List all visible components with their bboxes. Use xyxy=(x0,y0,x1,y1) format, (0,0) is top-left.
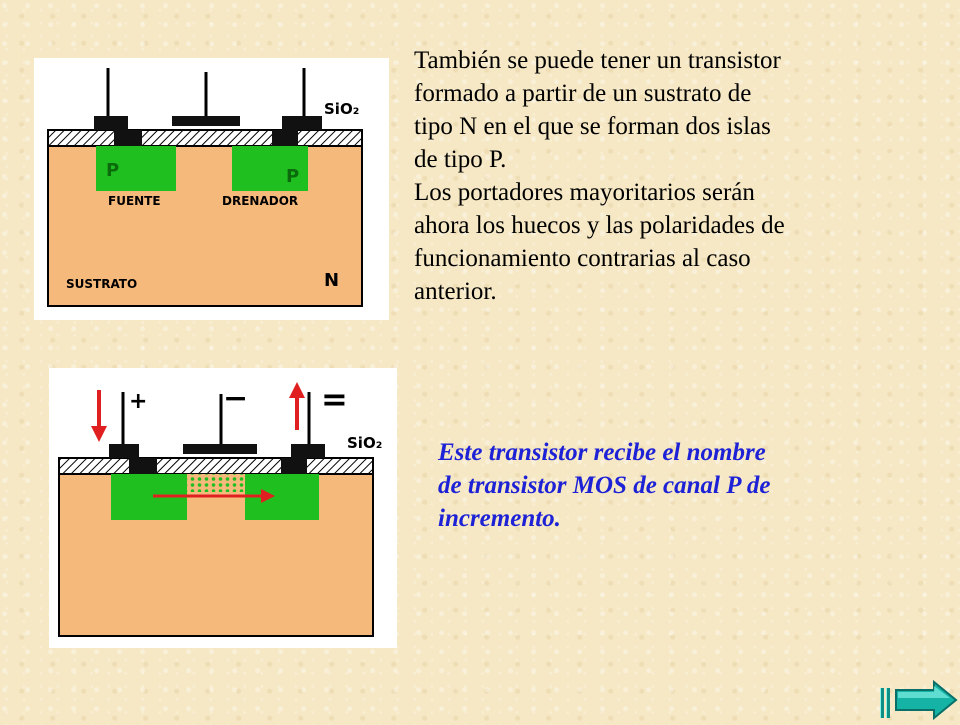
definition-note xyxy=(438,436,878,535)
paragraph-line: ahora los huecos y las polaridades de xyxy=(414,212,785,239)
oxide-layer xyxy=(59,458,373,474)
next-slide-button[interactable] xyxy=(894,680,958,725)
p-island-right-label: P xyxy=(286,166,300,187)
gate-metal xyxy=(172,116,240,126)
paragraph-line: de tipo P. xyxy=(414,146,507,173)
end-bars-icon[interactable] xyxy=(886,688,890,718)
description-paragraph xyxy=(414,44,914,308)
gate-polarity-label: − xyxy=(223,381,249,416)
mos-p-channel-biased-diagram xyxy=(49,368,397,648)
source-polarity-label: + xyxy=(129,389,148,414)
arrow-right-icon xyxy=(894,680,958,720)
paragraph-line: Los portadores mayoritarios serán xyxy=(414,179,755,206)
paragraph-line: También se puede tener un transistor xyxy=(414,47,781,74)
mos-p-channel-structure-diagram xyxy=(34,58,389,320)
note-line: Este transistor recibe el nombre xyxy=(438,439,766,466)
p-island-left-label: P xyxy=(106,160,120,181)
oxide-label: SiO₂ xyxy=(324,100,360,118)
oxide-layer xyxy=(48,130,362,146)
substrate-type-label: N xyxy=(324,270,340,291)
diagram-bottom-panel xyxy=(49,368,397,648)
drain-polarity-label: = xyxy=(321,380,348,418)
note-line: incremento. xyxy=(438,505,561,532)
paragraph-line: funcionamiento contrarias al caso xyxy=(414,245,751,272)
diagram-top-panel xyxy=(34,58,389,320)
paragraph-line: tipo N en el que se forman dos islas xyxy=(414,113,771,140)
note-line: de transistor MOS de canal P de xyxy=(438,472,771,499)
end-bars-icon[interactable] xyxy=(880,688,884,718)
substrate-region xyxy=(59,474,373,636)
source-label: FUENTE xyxy=(108,194,161,208)
substrate-label: SUSTRATO xyxy=(66,277,138,291)
drain-label: DRENADOR xyxy=(222,194,299,208)
slide-navigation xyxy=(878,680,960,720)
oxide-label: SiO₂ xyxy=(347,434,383,452)
paragraph-line: formado a partir de un sustrato de xyxy=(414,80,752,107)
gate-metal xyxy=(183,444,257,454)
induced-channel xyxy=(187,474,245,492)
paragraph-line: anterior. xyxy=(414,278,497,305)
